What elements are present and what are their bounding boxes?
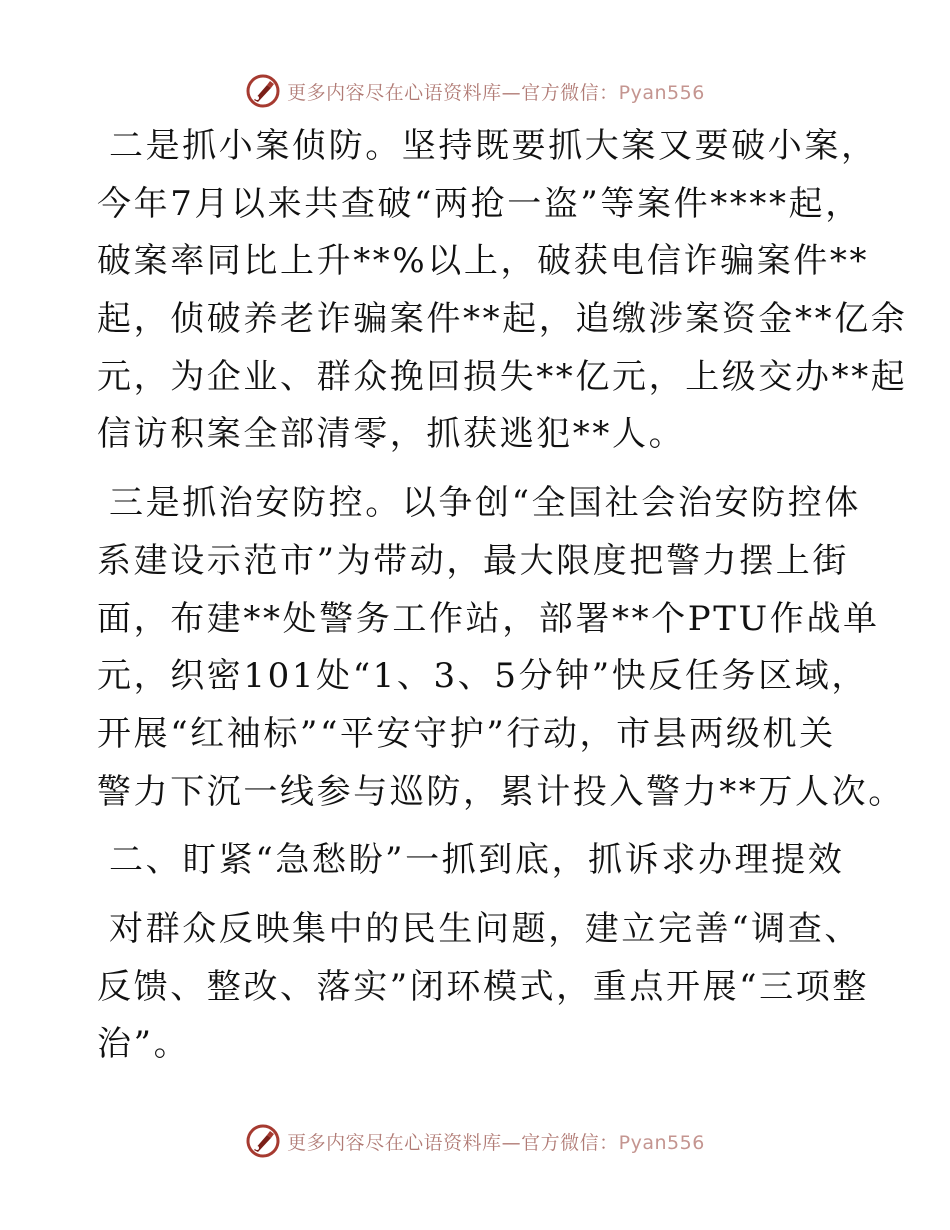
text-line: 对群众反映集中的民生问题，建立完善“调查、 xyxy=(109,908,861,949)
watermark-text: 更多内容尽在心语资料库—官方微信：Pyan556 xyxy=(287,81,705,104)
text-line: 系建设示范市”为带动，最大限度把警力摆上街 xyxy=(97,540,849,581)
text-line: 起，侦破养老诈骗案件**起，追缴涉案资金**亿余 xyxy=(97,299,908,340)
text-line: 警力下沉一线参与巡防，累计投入警力**万人次。 xyxy=(97,771,905,812)
text-line: 元，为企业、群众挽回损失**亿元，上级交办**起 xyxy=(97,356,908,397)
text-line: 反馈、整改、落实”闭环模式，重点开展“三项整 xyxy=(97,966,869,1007)
text-line: 治”。 xyxy=(97,1024,191,1065)
section-heading xyxy=(97,832,857,890)
header-watermark xyxy=(0,71,950,111)
paragraph-livelihood-issues xyxy=(97,901,869,1074)
heading-line: 二、盯紧“急愁盼”一抓到底，抓诉求办理提效 xyxy=(109,840,845,881)
watermark-wechat-id: Pyan556 xyxy=(618,81,705,104)
pen-logo-icon xyxy=(245,1123,281,1159)
pen-logo-icon xyxy=(245,73,281,109)
text-line: 今年7月以来共查破“两抢一盗”等案件****起， xyxy=(97,183,862,224)
text-line: 开展“红袖标”“平安守护”行动，市县两级机关 xyxy=(97,713,836,754)
text-line: 面，布建**处警务工作站，部署**个PTU作战单 xyxy=(97,598,880,639)
text-line: 破案率同比上升**%以上，破获电信诈骗案件** xyxy=(97,241,870,282)
text-line: 信访积案全部清零，抓获逃犯**人。 xyxy=(97,414,686,455)
paragraph-public-security-control xyxy=(97,475,905,821)
watermark-wechat-id: Pyan556 xyxy=(618,1131,705,1154)
text-line: 三是抓治安防控。以争创“全国社会治安防控体 xyxy=(109,483,861,524)
text-line: 元，织密101处“1、3、5分钟”快反任务区域， xyxy=(97,656,868,697)
document-body xyxy=(97,118,908,1074)
footer-watermark xyxy=(0,1121,950,1161)
text-line: 二是抓小案侦防。坚持既要抓大案又要破小案， xyxy=(109,126,878,166)
watermark-text: 更多内容尽在心语资料库—官方微信：Pyan556 xyxy=(287,1131,705,1154)
paragraph-small-case-prevention xyxy=(97,118,908,464)
